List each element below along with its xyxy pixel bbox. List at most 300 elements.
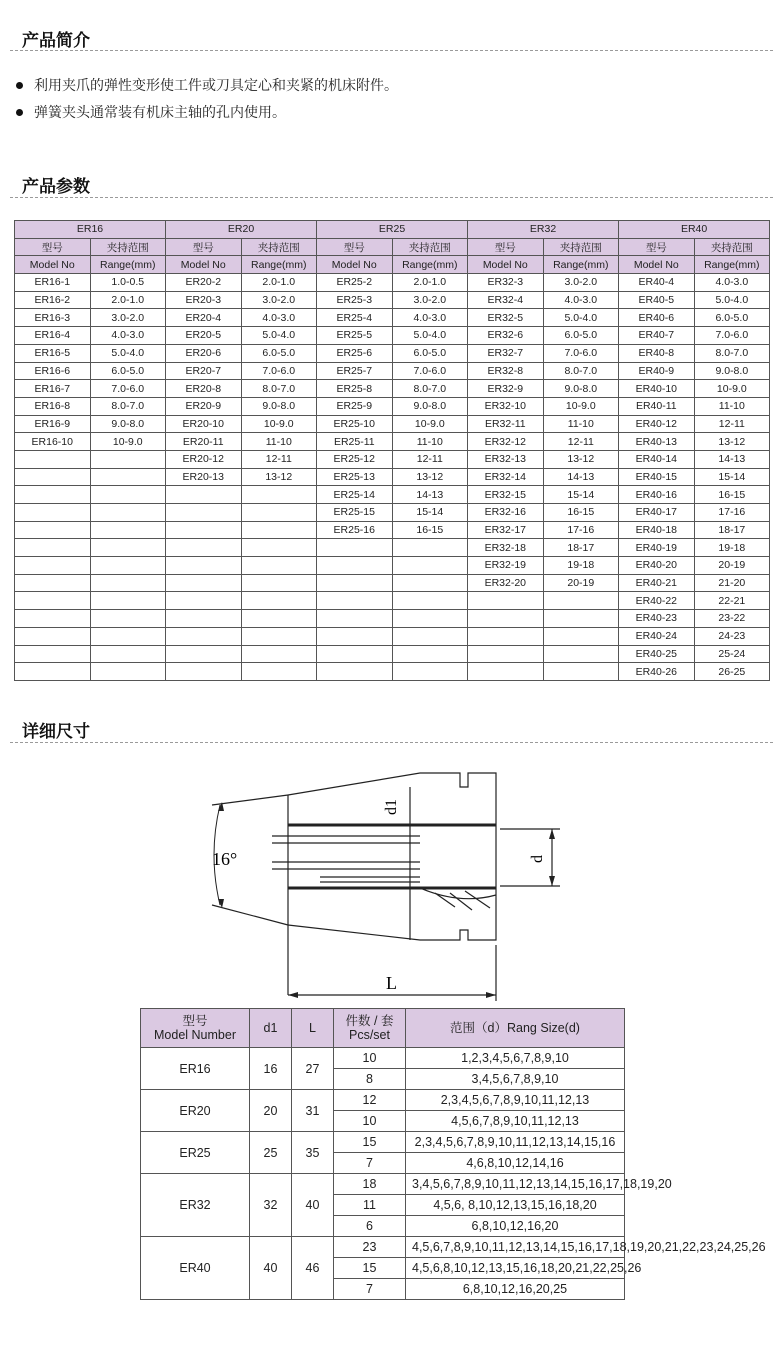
model-cell: ER40-16 bbox=[619, 486, 695, 504]
model-cell: ER16-4 bbox=[15, 327, 91, 345]
range-cell bbox=[90, 539, 166, 557]
model-cell: ER40-19 bbox=[619, 539, 695, 557]
model-cell: ER25-15 bbox=[317, 504, 393, 522]
range-cell: 3.0-2.0 bbox=[90, 309, 166, 327]
range-cell: 4.0-3.0 bbox=[241, 309, 317, 327]
range-cell: 6.0-5.0 bbox=[694, 309, 770, 327]
model-cell: ER32-5 bbox=[468, 309, 544, 327]
range-cell bbox=[90, 663, 166, 681]
range-cell: 20-19 bbox=[543, 574, 619, 592]
range-cell: 15-14 bbox=[543, 486, 619, 504]
d1-cell: 20 bbox=[250, 1090, 292, 1132]
range-cell: 8.0-7.0 bbox=[90, 397, 166, 415]
model-cell bbox=[15, 486, 91, 504]
table-row bbox=[141, 1132, 625, 1153]
table-row bbox=[15, 486, 770, 504]
model-cell bbox=[15, 521, 91, 539]
range-cell bbox=[543, 663, 619, 681]
model-cell bbox=[166, 574, 242, 592]
range-cell: 17-16 bbox=[543, 521, 619, 539]
model-cell bbox=[468, 645, 544, 663]
angle-label: 16° bbox=[212, 849, 238, 869]
range-cell bbox=[543, 645, 619, 663]
range-cell: 9.0-8.0 bbox=[543, 380, 619, 398]
model-cell: ER40-5 bbox=[619, 291, 695, 309]
range-cell bbox=[392, 574, 468, 592]
range-cell: 2.0-1.0 bbox=[90, 291, 166, 309]
range-cell: 24-23 bbox=[694, 627, 770, 645]
range-cell: 16-15 bbox=[392, 521, 468, 539]
range-cell: 2.0-1.0 bbox=[392, 274, 468, 292]
range-cell: 5.0-4.0 bbox=[392, 327, 468, 345]
model-cell: ER25-14 bbox=[317, 486, 393, 504]
range-cell: 5.0-4.0 bbox=[543, 309, 619, 327]
model-cell: ER32-20 bbox=[468, 574, 544, 592]
col-range-cn: 夹持范围 bbox=[241, 238, 317, 256]
model-cell: ER32-12 bbox=[468, 433, 544, 451]
model-cell: ER32-3 bbox=[468, 274, 544, 292]
col-range-cn: 夹持范围 bbox=[694, 238, 770, 256]
intro-title: 产品简介 bbox=[22, 31, 90, 50]
divider bbox=[10, 742, 773, 743]
model-cell: ER16-1 bbox=[15, 274, 91, 292]
model-cell bbox=[15, 610, 91, 628]
model-cell bbox=[15, 645, 91, 663]
header-model: 型号 Model Number bbox=[141, 1009, 250, 1048]
model-cell: ER25-11 bbox=[317, 433, 393, 451]
range-cell: 6,8,10,12,16,20 bbox=[406, 1216, 625, 1237]
intro-bullet: 弹簧夹头通常装有机床主轴的孔内使用。 bbox=[16, 99, 398, 126]
model-cell: ER25-3 bbox=[317, 291, 393, 309]
range-cell: 15-14 bbox=[392, 504, 468, 522]
range-cell bbox=[241, 539, 317, 557]
range-cell bbox=[392, 592, 468, 610]
range-cell: 10-9.0 bbox=[90, 433, 166, 451]
table-row bbox=[15, 592, 770, 610]
range-cell: 9.0-8.0 bbox=[694, 362, 770, 380]
range-cell: 7.0-6.0 bbox=[90, 380, 166, 398]
range-cell bbox=[392, 663, 468, 681]
model-cell: ER40-9 bbox=[619, 362, 695, 380]
range-cell: 10-9.0 bbox=[543, 397, 619, 415]
table-row bbox=[15, 468, 770, 486]
model-cell: ER16-8 bbox=[15, 397, 91, 415]
range-cell: 23-22 bbox=[694, 610, 770, 628]
model-cell: ER16 bbox=[141, 1048, 250, 1090]
model-cell bbox=[317, 627, 393, 645]
range-cell: 13-12 bbox=[241, 468, 317, 486]
model-cell: ER40-20 bbox=[619, 557, 695, 575]
model-cell: ER25-12 bbox=[317, 450, 393, 468]
model-cell: ER40-8 bbox=[619, 344, 695, 362]
model-cell bbox=[166, 610, 242, 628]
table-row bbox=[15, 344, 770, 362]
divider bbox=[10, 197, 773, 198]
d1-cell: 25 bbox=[250, 1132, 292, 1174]
model-cell: ER40-23 bbox=[619, 610, 695, 628]
model-cell: ER20-2 bbox=[166, 274, 242, 292]
model-cell bbox=[166, 592, 242, 610]
L-cell: 40 bbox=[292, 1174, 334, 1237]
range-cell: 2.0-1.0 bbox=[241, 274, 317, 292]
col-model-cn: 型号 bbox=[619, 238, 695, 256]
range-cell: 4,6,8,10,12,14,16 bbox=[406, 1153, 625, 1174]
model-cell: ER25-9 bbox=[317, 397, 393, 415]
col-model-cn: 型号 bbox=[15, 238, 91, 256]
range-cell bbox=[90, 521, 166, 539]
model-cell: ER20-3 bbox=[166, 291, 242, 309]
model-cell: ER32-17 bbox=[468, 521, 544, 539]
range-cell bbox=[392, 645, 468, 663]
range-cell: 14-13 bbox=[694, 450, 770, 468]
model-cell: ER25-5 bbox=[317, 327, 393, 345]
model-cell: ER40-15 bbox=[619, 468, 695, 486]
model-cell: ER25-16 bbox=[317, 521, 393, 539]
model-cell bbox=[15, 557, 91, 575]
model-cell: ER20-8 bbox=[166, 380, 242, 398]
range-cell: 12-11 bbox=[241, 450, 317, 468]
model-cell: ER40-22 bbox=[619, 592, 695, 610]
range-cell bbox=[392, 539, 468, 557]
range-cell: 20-19 bbox=[694, 557, 770, 575]
model-cell bbox=[317, 663, 393, 681]
range-cell: 3.0-2.0 bbox=[543, 274, 619, 292]
model-cell: ER20-12 bbox=[166, 450, 242, 468]
range-cell: 9.0-8.0 bbox=[90, 415, 166, 433]
model-cell: ER25-7 bbox=[317, 362, 393, 380]
model-cell bbox=[468, 610, 544, 628]
pcs-cell: 12 bbox=[334, 1090, 406, 1111]
col-range-en: Range(mm) bbox=[694, 256, 770, 274]
range-cell: 18-17 bbox=[543, 539, 619, 557]
range-cell: 4,5,6, 8,10,12,13,15,16,18,20 bbox=[406, 1195, 625, 1216]
intro-list bbox=[16, 72, 398, 126]
range-cell: 12-11 bbox=[694, 415, 770, 433]
model-cell: ER16-2 bbox=[15, 291, 91, 309]
divider bbox=[10, 50, 773, 51]
model-cell bbox=[166, 557, 242, 575]
range-cell: 5.0-4.0 bbox=[694, 291, 770, 309]
group-header: ER16 bbox=[15, 221, 166, 239]
model-cell: ER32-7 bbox=[468, 344, 544, 362]
range-cell: 6.0-5.0 bbox=[543, 327, 619, 345]
collet-dimension-drawing bbox=[200, 765, 580, 1005]
model-cell bbox=[166, 521, 242, 539]
model-cell: ER16-6 bbox=[15, 362, 91, 380]
col-model-en: Model No bbox=[317, 256, 393, 274]
table-row bbox=[141, 1090, 625, 1111]
model-cell: ER20-6 bbox=[166, 344, 242, 362]
model-cell: ER40-25 bbox=[619, 645, 695, 663]
range-cell: 4,5,6,7,8,9,10,11,12,13 bbox=[406, 1111, 625, 1132]
model-cell: ER40-18 bbox=[619, 521, 695, 539]
col-model-cn: 型号 bbox=[468, 238, 544, 256]
range-cell bbox=[241, 663, 317, 681]
pcs-cell: 11 bbox=[334, 1195, 406, 1216]
pcs-cell: 10 bbox=[334, 1111, 406, 1132]
model-cell: ER40-4 bbox=[619, 274, 695, 292]
group-header: ER25 bbox=[317, 221, 468, 239]
range-cell bbox=[392, 610, 468, 628]
range-cell bbox=[543, 610, 619, 628]
params-table bbox=[14, 220, 770, 681]
table-row bbox=[15, 291, 770, 309]
pcs-cell: 8 bbox=[334, 1069, 406, 1090]
model-cell: ER32-8 bbox=[468, 362, 544, 380]
range-cell: 12-11 bbox=[543, 433, 619, 451]
range-cell: 7.0-6.0 bbox=[392, 362, 468, 380]
col-model-en: Model No bbox=[619, 256, 695, 274]
col-range-cn: 夹持范围 bbox=[90, 238, 166, 256]
L-cell: 35 bbox=[292, 1132, 334, 1174]
model-cell bbox=[15, 592, 91, 610]
group-header: ER20 bbox=[166, 221, 317, 239]
col-range-cn: 夹持范围 bbox=[543, 238, 619, 256]
table-row bbox=[15, 645, 770, 663]
range-cell bbox=[241, 592, 317, 610]
model-cell bbox=[468, 663, 544, 681]
model-cell: ER32-11 bbox=[468, 415, 544, 433]
pcs-cell: 23 bbox=[334, 1237, 406, 1258]
range-cell bbox=[543, 592, 619, 610]
d1-cell: 40 bbox=[250, 1237, 292, 1300]
header-pcs: 件数 / 套 Pcs/set bbox=[334, 1009, 406, 1048]
col-model-en: Model No bbox=[15, 256, 91, 274]
model-cell bbox=[468, 592, 544, 610]
model-cell: ER32-13 bbox=[468, 450, 544, 468]
model-cell: ER25 bbox=[141, 1132, 250, 1174]
table-row bbox=[15, 521, 770, 539]
model-cell: ER25-2 bbox=[317, 274, 393, 292]
d1-label: d1 bbox=[383, 799, 400, 815]
model-cell: ER32-10 bbox=[468, 397, 544, 415]
pcs-cell: 6 bbox=[334, 1216, 406, 1237]
range-cell bbox=[392, 627, 468, 645]
model-cell bbox=[317, 539, 393, 557]
model-cell bbox=[15, 504, 91, 522]
params-title: 产品参数 bbox=[22, 177, 90, 196]
model-cell bbox=[317, 592, 393, 610]
model-cell: ER16-7 bbox=[15, 380, 91, 398]
col-range-en: Range(mm) bbox=[241, 256, 317, 274]
table-row bbox=[15, 663, 770, 681]
col-model-cn: 型号 bbox=[166, 238, 242, 256]
range-cell: 13-12 bbox=[392, 468, 468, 486]
range-cell: 11-10 bbox=[392, 433, 468, 451]
model-cell bbox=[15, 450, 91, 468]
range-cell bbox=[241, 627, 317, 645]
range-cell bbox=[90, 645, 166, 663]
model-cell: ER25-10 bbox=[317, 415, 393, 433]
table-row bbox=[15, 309, 770, 327]
range-cell bbox=[90, 574, 166, 592]
model-cell bbox=[166, 663, 242, 681]
sizes-table bbox=[140, 1008, 766, 1300]
table-row bbox=[15, 397, 770, 415]
range-cell: 22-21 bbox=[694, 592, 770, 610]
range-cell: 4.0-3.0 bbox=[90, 327, 166, 345]
model-cell: ER20-10 bbox=[166, 415, 242, 433]
range-cell bbox=[90, 610, 166, 628]
range-cell bbox=[241, 645, 317, 663]
model-cell: ER32-14 bbox=[468, 468, 544, 486]
model-cell: ER20-13 bbox=[166, 468, 242, 486]
range-cell bbox=[90, 486, 166, 504]
range-cell bbox=[543, 627, 619, 645]
model-cell: ER32-16 bbox=[468, 504, 544, 522]
range-cell: 8.0-7.0 bbox=[694, 344, 770, 362]
model-cell bbox=[15, 627, 91, 645]
range-cell: 13-12 bbox=[543, 450, 619, 468]
range-cell bbox=[90, 504, 166, 522]
table-row bbox=[15, 574, 770, 592]
model-cell: ER40-21 bbox=[619, 574, 695, 592]
L-label: L bbox=[386, 973, 397, 993]
range-cell: 10-9.0 bbox=[241, 415, 317, 433]
L-cell: 31 bbox=[292, 1090, 334, 1132]
table-row bbox=[15, 362, 770, 380]
model-cell: ER40-11 bbox=[619, 397, 695, 415]
range-cell: 17-16 bbox=[694, 504, 770, 522]
model-cell bbox=[468, 627, 544, 645]
range-cell: 4,5,6,7,8,9,10,11,12,13,14,15,16,17,18,19,20,21,22,23,24,25,26 bbox=[406, 1237, 625, 1258]
model-cell: ER32-9 bbox=[468, 380, 544, 398]
model-cell: ER40-10 bbox=[619, 380, 695, 398]
table-row bbox=[15, 557, 770, 575]
table-row bbox=[15, 433, 770, 451]
model-cell: ER20 bbox=[141, 1090, 250, 1132]
model-cell: ER25-4 bbox=[317, 309, 393, 327]
range-cell: 8.0-7.0 bbox=[392, 380, 468, 398]
detail-title: 详细尺寸 bbox=[22, 722, 90, 741]
range-cell: 16-15 bbox=[694, 486, 770, 504]
model-cell: ER32-15 bbox=[468, 486, 544, 504]
model-cell bbox=[166, 539, 242, 557]
model-cell: ER32-19 bbox=[468, 557, 544, 575]
model-cell: ER20-9 bbox=[166, 397, 242, 415]
model-cell: ER20-11 bbox=[166, 433, 242, 451]
d1-cell: 32 bbox=[250, 1174, 292, 1237]
col-model-en: Model No bbox=[166, 256, 242, 274]
pcs-cell: 7 bbox=[334, 1279, 406, 1300]
range-cell: 7.0-6.0 bbox=[241, 362, 317, 380]
col-range-en: Range(mm) bbox=[543, 256, 619, 274]
range-cell bbox=[392, 557, 468, 575]
col-model-cn: 型号 bbox=[317, 238, 393, 256]
range-cell: 2,3,4,5,6,7,8,9,10,11,12,13 bbox=[406, 1090, 625, 1111]
range-cell: 19-18 bbox=[694, 539, 770, 557]
model-cell: ER40-14 bbox=[619, 450, 695, 468]
model-cell: ER16-9 bbox=[15, 415, 91, 433]
range-cell: 9.0-8.0 bbox=[392, 397, 468, 415]
range-cell: 11-10 bbox=[241, 433, 317, 451]
col-range-en: Range(mm) bbox=[392, 256, 468, 274]
range-cell: 4.0-3.0 bbox=[694, 274, 770, 292]
model-cell: ER40-17 bbox=[619, 504, 695, 522]
model-cell bbox=[15, 663, 91, 681]
model-cell: ER16-3 bbox=[15, 309, 91, 327]
model-cell: ER20-7 bbox=[166, 362, 242, 380]
range-cell: 10-9.0 bbox=[694, 380, 770, 398]
range-cell bbox=[241, 486, 317, 504]
model-cell: ER40-12 bbox=[619, 415, 695, 433]
range-cell: 13-12 bbox=[694, 433, 770, 451]
range-cell bbox=[90, 592, 166, 610]
model-cell: ER16-5 bbox=[15, 344, 91, 362]
range-cell bbox=[90, 557, 166, 575]
col-range-cn: 夹持范围 bbox=[392, 238, 468, 256]
range-cell: 6,8,10,12,16,20,25 bbox=[406, 1279, 625, 1300]
range-cell: 1,2,3,4,5,6,7,8,9,10 bbox=[406, 1048, 625, 1069]
model-cell bbox=[317, 610, 393, 628]
pcs-cell: 15 bbox=[334, 1132, 406, 1153]
model-cell bbox=[317, 574, 393, 592]
range-cell: 19-18 bbox=[543, 557, 619, 575]
col-range-en: Range(mm) bbox=[90, 256, 166, 274]
range-cell: 3,4,5,6,7,8,9,10,11,12,13,14,15,16,17,18,19,20 bbox=[406, 1174, 625, 1195]
range-cell: 5.0-4.0 bbox=[241, 327, 317, 345]
range-cell: 5.0-4.0 bbox=[90, 344, 166, 362]
range-cell: 16-15 bbox=[543, 504, 619, 522]
range-cell bbox=[241, 504, 317, 522]
model-cell: ER40 bbox=[141, 1237, 250, 1300]
range-cell: 25-24 bbox=[694, 645, 770, 663]
range-cell: 4,5,6,8,10,12,13,15,16,18,20,21,22,25,26 bbox=[406, 1258, 625, 1279]
range-cell: 3.0-2.0 bbox=[241, 291, 317, 309]
model-cell: ER32-18 bbox=[468, 539, 544, 557]
pcs-cell: 18 bbox=[334, 1174, 406, 1195]
L-cell: 27 bbox=[292, 1048, 334, 1090]
d-label: d bbox=[529, 855, 546, 863]
range-cell bbox=[90, 468, 166, 486]
pcs-cell: 7 bbox=[334, 1153, 406, 1174]
range-cell: 6.0-5.0 bbox=[241, 344, 317, 362]
table-row bbox=[15, 450, 770, 468]
range-cell: 11-10 bbox=[543, 415, 619, 433]
table-row bbox=[15, 327, 770, 345]
model-cell bbox=[166, 627, 242, 645]
table-row bbox=[15, 627, 770, 645]
range-cell: 6.0-5.0 bbox=[90, 362, 166, 380]
col-model-en: Model No bbox=[468, 256, 544, 274]
model-cell: ER25-8 bbox=[317, 380, 393, 398]
table-row bbox=[15, 274, 770, 292]
range-cell: 10-9.0 bbox=[392, 415, 468, 433]
range-cell bbox=[241, 557, 317, 575]
pcs-cell: 10 bbox=[334, 1048, 406, 1069]
group-header: ER32 bbox=[468, 221, 619, 239]
model-cell: ER40-7 bbox=[619, 327, 695, 345]
table-row bbox=[141, 1048, 625, 1069]
model-cell bbox=[317, 557, 393, 575]
range-cell bbox=[90, 450, 166, 468]
model-cell bbox=[15, 574, 91, 592]
header-range: 范围（d）Rang Size(d) bbox=[406, 1009, 625, 1048]
model-cell: ER32-4 bbox=[468, 291, 544, 309]
range-cell: 11-10 bbox=[694, 397, 770, 415]
range-cell bbox=[241, 521, 317, 539]
range-cell bbox=[241, 610, 317, 628]
model-cell: ER40-13 bbox=[619, 433, 695, 451]
model-cell bbox=[15, 468, 91, 486]
range-cell: 8.0-7.0 bbox=[241, 380, 317, 398]
table-row bbox=[141, 1237, 625, 1258]
range-cell: 7.0-6.0 bbox=[694, 327, 770, 345]
model-cell: ER20-5 bbox=[166, 327, 242, 345]
model-cell: ER40-26 bbox=[619, 663, 695, 681]
range-cell: 2,3,4,5,6,7,8,9,10,11,12,13,14,15,16 bbox=[406, 1132, 625, 1153]
header-d1: d1 bbox=[250, 1009, 292, 1048]
